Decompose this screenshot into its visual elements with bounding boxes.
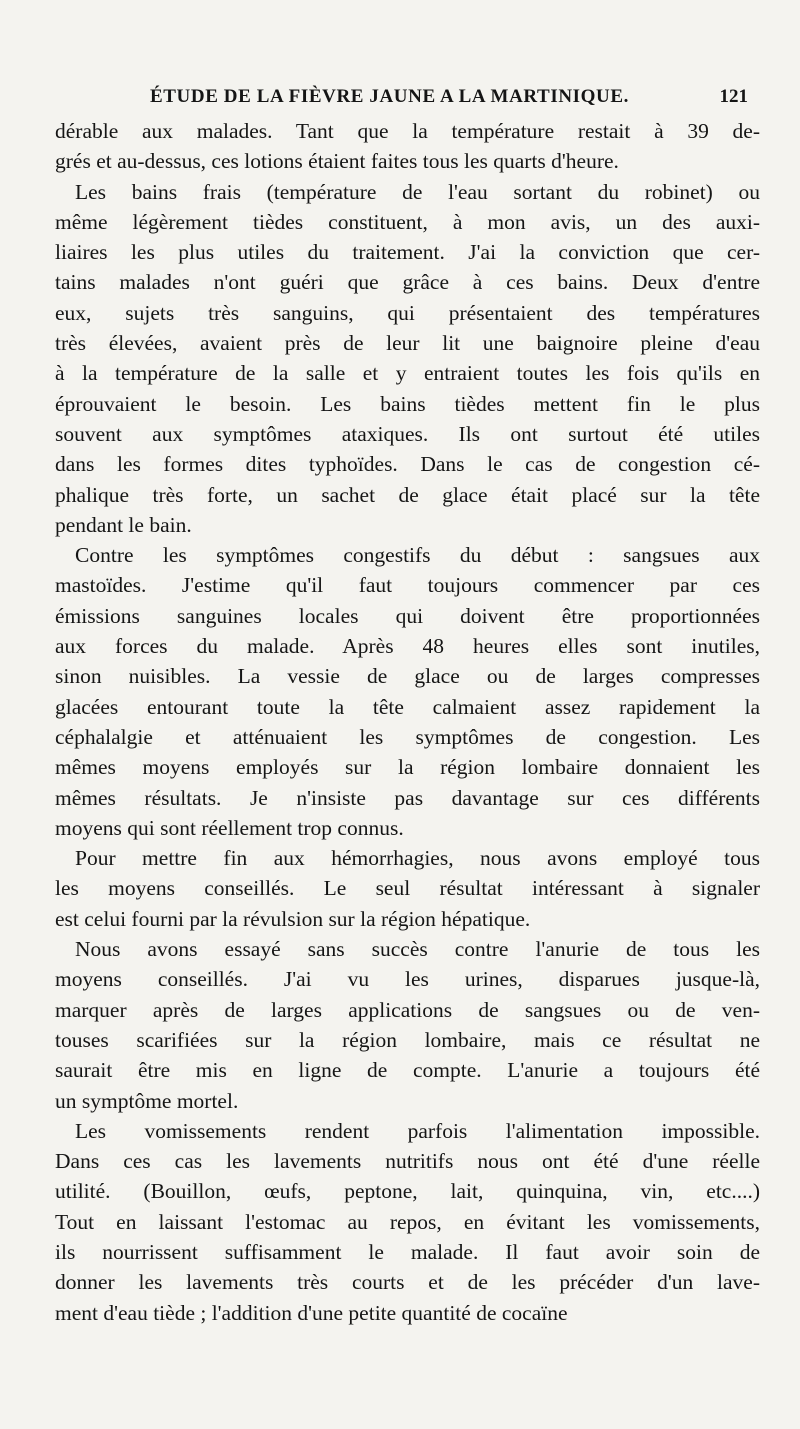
text-line: ils nourrissent suffisamment le malade. Il faut avoir soin de xyxy=(55,1239,760,1264)
text-line: donner les lavements très courts et de les précéder d'un lave- xyxy=(55,1270,760,1295)
text-line: même légèrement tièdes constituent, à mon avis, un des auxi- xyxy=(55,209,760,234)
text-line: ment d'eau tiède ; l'addition d'une petite quantité de cocaïne xyxy=(55,1300,568,1325)
text-line: grés et au-dessus, ces lotions étaient faites tous les quarts d'heure. xyxy=(55,149,619,174)
text-line: éprouvaient le besoin. Les bains tièdes mettent fin le plus xyxy=(55,391,760,416)
text-line: à la température de la salle et y entraient toutes les fois qu'ils en xyxy=(55,361,760,386)
text-line: Les bains frais (température de l'eau sortant du robinet) ou xyxy=(75,179,760,204)
text-line: dans les formes dites typhoïdes. Dans le cas de congestion cé- xyxy=(55,452,760,477)
text-line: Dans ces cas les lavements nutritifs nous ont été d'une réelle xyxy=(55,1149,760,1174)
text-line: aux forces du malade. Après 48 heures elles sont inutiles, xyxy=(55,634,760,659)
text-line: Pour mettre fin aux hémorrhagies, nous avons employé tous xyxy=(75,846,760,871)
text-line: phalique très forte, un sachet de glace était placé sur la tête xyxy=(55,482,760,507)
text-line: mêmes résultats. Je n'insiste pas davantage sur ces différents xyxy=(55,785,760,810)
text-line: très élevées, avaient près de leur lit une baignoire pleine d'eau xyxy=(55,331,760,356)
page-number: 121 xyxy=(719,86,748,107)
text-line: mastoïdes. J'estime qu'il faut toujours commencer par ces xyxy=(55,573,760,598)
text-line: touses scarifiées sur la région lombaire, mais ce résultat ne xyxy=(55,1027,760,1052)
text-line: moyens conseillés. J'ai vu les urines, disparues jusque-là, xyxy=(55,967,760,992)
text-line: Les vomissements rendent parfois l'alimentation impossible. xyxy=(75,1118,760,1143)
text-line: pendant le bain. xyxy=(55,512,192,537)
text-line: liaires les plus utiles du traitement. J'ai la conviction que cer- xyxy=(55,240,760,265)
text-line: céphalalgie et atténuaient les symptômes de congestion. Les xyxy=(55,724,760,749)
text-line: eux, sujets très sanguins, qui présentaient des températures xyxy=(55,300,760,325)
text-line: Tout en laissant l'estomac au repos, en évitant les vomissements, xyxy=(55,1209,760,1234)
page-header xyxy=(0,86,800,110)
text-line: mêmes moyens employés sur la région lombaire donnaient les xyxy=(55,755,760,780)
text-line: un symptôme mortel. xyxy=(55,1088,239,1113)
text-line: Contre les symptômes congestifs du début : sangsues aux xyxy=(75,543,760,568)
text-line: glacées entourant toute la tête calmaient assez rapidement la xyxy=(55,694,760,719)
text-line: les moyens conseillés. Le seul résultat intéressant à signaler xyxy=(55,876,760,901)
text-line: dérable aux malades. Tant que la température restait à 39 de- xyxy=(55,119,760,143)
text-line: Nous avons essayé sans succès contre l'anurie de tous les xyxy=(75,937,760,962)
body-text xyxy=(55,116,760,1328)
text-line: saurait être mis en ligne de compte. L'anurie a toujours été xyxy=(55,1058,760,1083)
text-line: moyens qui sont réellement trop connus. xyxy=(55,815,404,840)
text-line: sinon nuisibles. La vessie de glace ou de larges compresses xyxy=(55,664,760,689)
text-line: marquer après de larges applications de sangsues ou de ven- xyxy=(55,997,760,1022)
text-line: tains malades n'ont guéri que grâce à ces bains. Deux d'entre xyxy=(55,270,760,295)
text-line: émissions sanguines locales qui doivent être proportionnées xyxy=(55,603,760,628)
text-line: utilité. (Bouillon, œufs, peptone, lait, quinquina, vin, etc....) xyxy=(55,1179,760,1204)
running-title: ÉTUDE DE LA FIÈVRE JAUNE A LA MARTINIQUE. xyxy=(150,86,629,107)
text-line: est celui fourni par la révulsion sur la région hépatique. xyxy=(55,906,531,931)
text-line: souvent aux symptômes ataxiques. Ils ont surtout été utiles xyxy=(55,421,760,446)
